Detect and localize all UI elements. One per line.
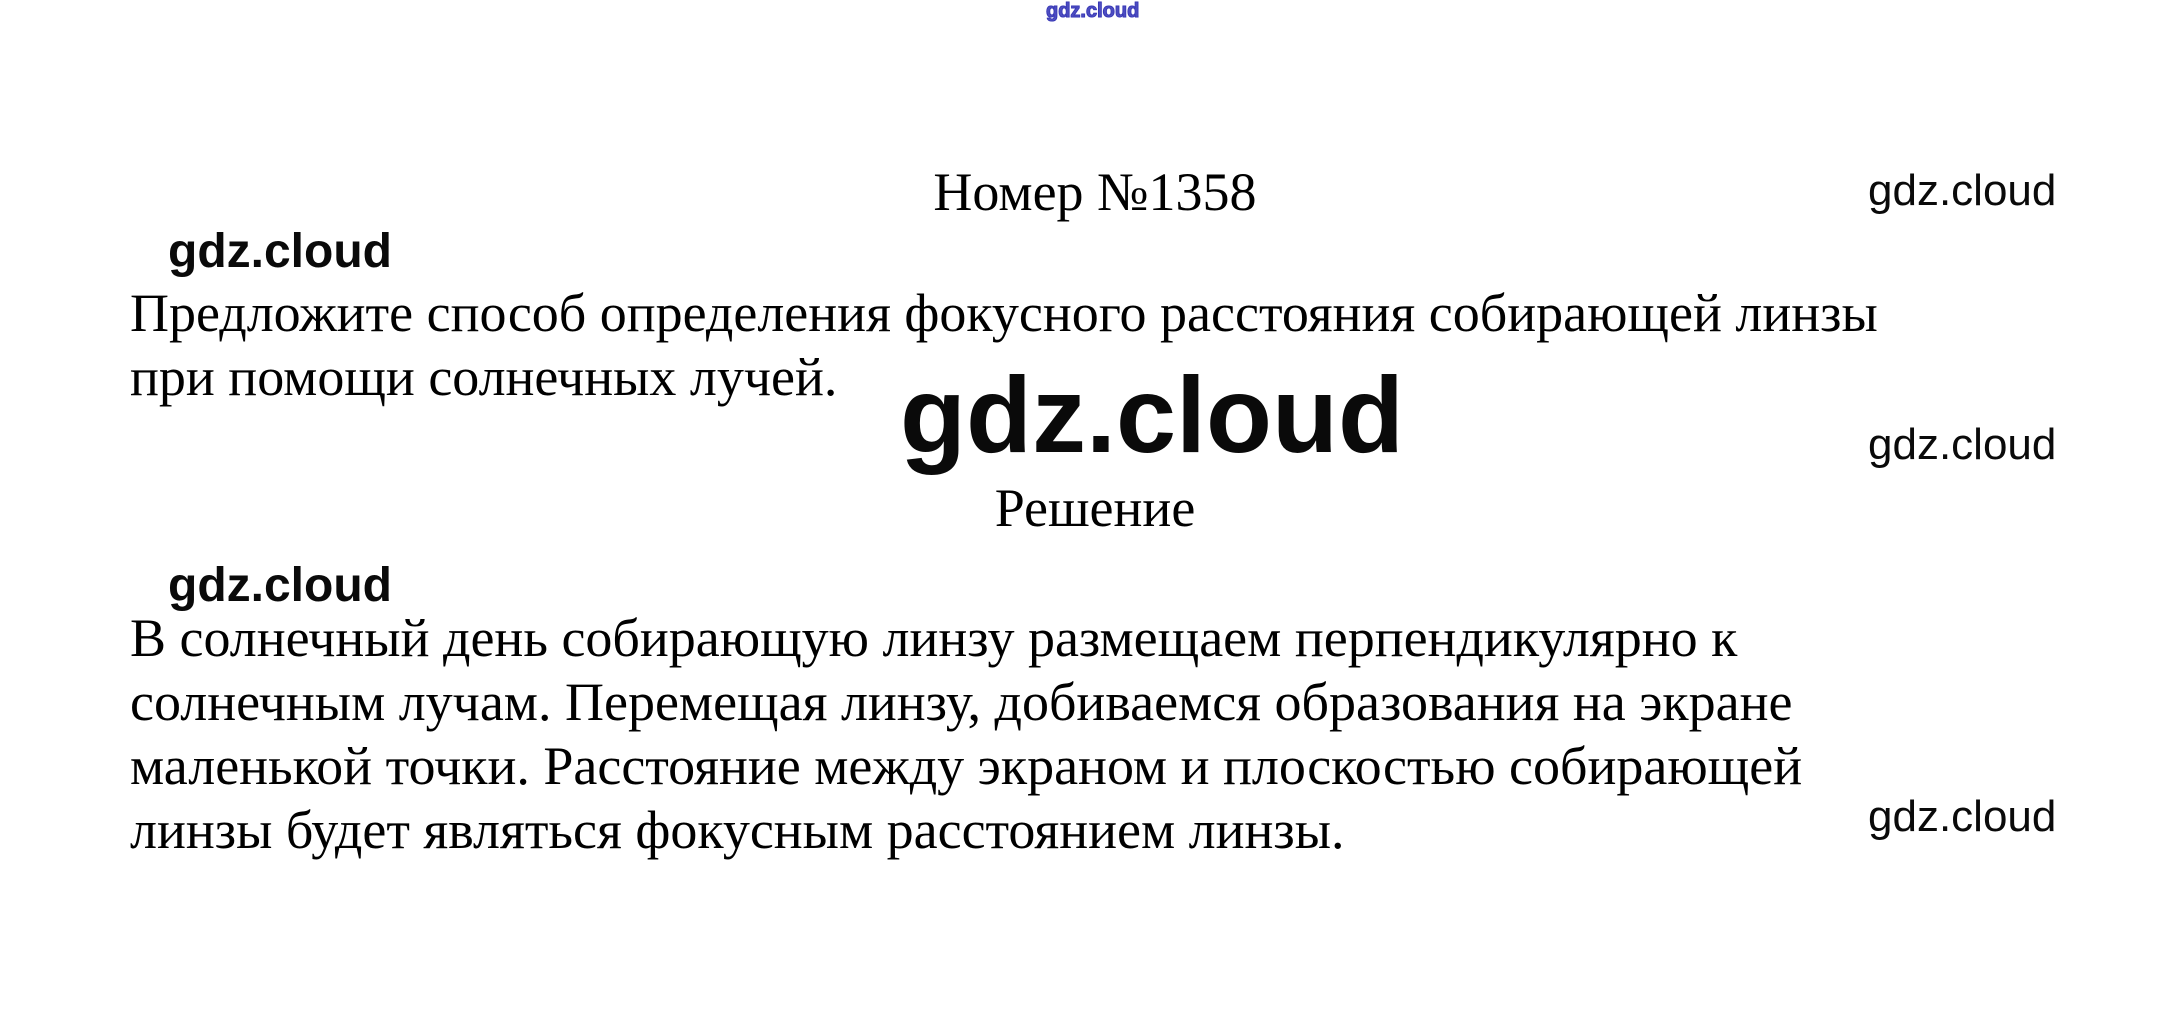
solution-text-line: солнечным лучам. Перемещая линзу, добиваемся образования на экране <box>130 672 1793 732</box>
watermark-top-outline: gdz.cloud <box>1046 0 1140 22</box>
solution-heading: Решение <box>994 478 1196 538</box>
watermark-left-lower: gdz.cloud <box>168 559 392 612</box>
problem-text-line: при помощи солнечных лучей. <box>130 347 838 407</box>
watermark-center-large: gdz.cloud <box>900 354 1404 475</box>
watermark-middle-right: gdz.cloud <box>1868 420 2057 469</box>
watermark-top-right: gdz.cloud <box>1868 166 2057 215</box>
solution-text-line: В солнечный день собирающую линзу размещаем перпендикулярно к <box>130 608 1738 668</box>
solution-text-line: линзы будет являться фокусным расстоянием линзы. <box>130 800 1345 860</box>
solution-text <box>130 606 1802 862</box>
watermark-bottom-right: gdz.cloud <box>1868 792 2057 841</box>
watermark-left-upper: gdz.cloud <box>168 225 392 278</box>
page-title: Номер №1358 <box>933 162 1257 222</box>
solution-text-line: маленькой точки. Расстояние между экраном и плоскостью собирающей <box>130 736 1803 796</box>
problem-text-line: Предложите способ определения фокусного расстояния собирающей линзы <box>130 283 1878 343</box>
